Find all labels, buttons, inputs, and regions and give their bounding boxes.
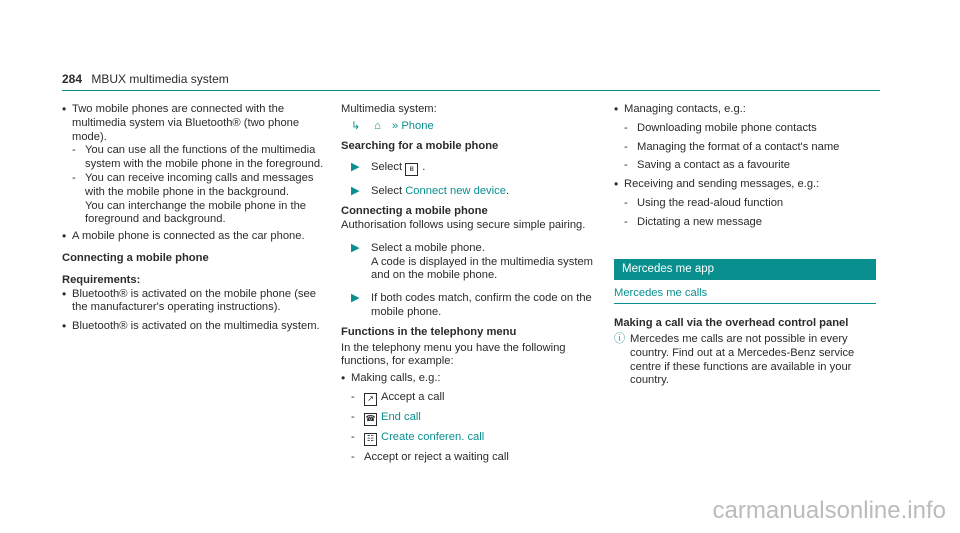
info-icon: ⓘ bbox=[614, 332, 626, 345]
dash-text: You can use all the functions of the multimedia system with the mobile phone in the foreground. bbox=[85, 144, 324, 171]
list-item bbox=[341, 372, 596, 386]
dash-text: Using the read-aloud function bbox=[637, 196, 784, 209]
step-result: A code is displayed in the multimedia system and on the mobile phone. bbox=[371, 255, 593, 282]
list-item bbox=[614, 103, 876, 117]
list-item bbox=[624, 122, 876, 136]
dash-text: Accept a call bbox=[381, 390, 445, 403]
accept-call-icon: ↗ bbox=[364, 393, 377, 406]
list-item bbox=[62, 103, 324, 144]
section-heading: Searching for a mobile phone bbox=[341, 139, 499, 152]
list-item bbox=[624, 159, 876, 173]
bluetooth-icon: ʙ bbox=[405, 163, 418, 176]
column-2 bbox=[341, 103, 596, 465]
requirements-heading: Requirements: bbox=[62, 273, 141, 286]
column-3 bbox=[614, 103, 876, 388]
bullet-icon: • bbox=[62, 102, 67, 116]
subsection-title: Mercedes me calls bbox=[614, 287, 876, 304]
dash-icon: - bbox=[72, 144, 76, 157]
intro-text: Multimedia system: bbox=[341, 103, 437, 115]
dash-icon: - bbox=[624, 121, 628, 134]
column-1 bbox=[62, 103, 324, 334]
bullet-icon: • bbox=[614, 102, 619, 116]
home-icon: ⌂ bbox=[374, 119, 381, 132]
dash-text-continued: You can interchange the mobile phone in the foreground and background. bbox=[85, 199, 307, 226]
step-item bbox=[341, 161, 596, 176]
arrow-right-icon: ↳ bbox=[351, 119, 361, 132]
dash-icon: - bbox=[624, 215, 628, 228]
dash-icon: - bbox=[351, 410, 355, 423]
bullet-text: Bluetooth® is activated on the multimedia system. bbox=[72, 320, 320, 333]
list-item bbox=[351, 431, 596, 446]
dash-text: You can receive incoming calls and messages with the mobile phone in the background. bbox=[85, 171, 314, 198]
list-item bbox=[351, 451, 596, 465]
step-arrow-icon: ▶ bbox=[351, 161, 360, 174]
header-divider bbox=[62, 90, 880, 91]
list-item bbox=[72, 172, 324, 200]
chevron-right-icon: » bbox=[391, 119, 399, 132]
dash-text: Managing the format of a contact's name bbox=[637, 140, 840, 153]
section-banner: Mercedes me app bbox=[614, 259, 876, 281]
bullet-text: A mobile phone is connected as the car phone. bbox=[72, 230, 305, 243]
dash-icon: - bbox=[624, 140, 628, 153]
bullet-icon: • bbox=[62, 286, 67, 301]
list-item bbox=[624, 197, 876, 211]
list-item bbox=[62, 230, 324, 244]
bullet-text: Making calls, e.g.: bbox=[351, 372, 441, 385]
dash-icon: - bbox=[351, 390, 355, 403]
bullet-icon: • bbox=[62, 319, 67, 334]
list-item bbox=[351, 391, 596, 406]
end-call-label: End call bbox=[381, 410, 421, 423]
page-header bbox=[62, 72, 229, 86]
navigation-path bbox=[341, 120, 596, 134]
connect-new-device-link: Connect new device bbox=[405, 185, 506, 198]
page-number: 284 bbox=[62, 72, 83, 86]
list-item bbox=[62, 288, 324, 316]
dash-text: Downloading mobile phone contacts bbox=[637, 121, 817, 134]
section-heading: Functions in the telephony menu bbox=[341, 325, 517, 338]
bullet-text: Receiving and sending messages, e.g.: bbox=[624, 178, 820, 191]
dash-icon: - bbox=[624, 196, 628, 209]
step-item bbox=[341, 185, 596, 199]
step-arrow-icon: ▶ bbox=[351, 185, 360, 198]
note-text: Mercedes me calls are not possible in every country. Find out at a Mercedes-Benz service centre if these functions are available in your country. bbox=[630, 332, 855, 387]
list-item bbox=[614, 178, 876, 192]
dash-icon: - bbox=[72, 171, 76, 184]
bullet-text: Two mobile phones are connected with the multimedia system via Bluetooth® (two phone mode). bbox=[72, 103, 300, 143]
conference-call-label: Create conferen. call bbox=[381, 430, 485, 443]
step-text: Select a mobile phone. bbox=[371, 241, 485, 254]
dash-icon: - bbox=[624, 159, 628, 172]
step-text: If both codes match, confirm the code on the mobile phone. bbox=[371, 292, 592, 318]
end-call-icon: ☎ bbox=[364, 413, 377, 426]
nav-phone-label: Phone bbox=[401, 119, 434, 132]
list-item bbox=[62, 320, 324, 334]
list-item bbox=[351, 411, 596, 426]
step-text: Select Connect new device. bbox=[371, 185, 510, 198]
bullet-icon: • bbox=[341, 371, 346, 386]
dash-text: Dictating a new message bbox=[637, 215, 762, 228]
step-text: Select ʙ . bbox=[371, 161, 425, 176]
step-item bbox=[341, 292, 596, 320]
step-item bbox=[341, 242, 596, 283]
dash-text: Saving a contact as a favourite bbox=[637, 159, 790, 172]
step-arrow-icon: ▶ bbox=[351, 241, 360, 254]
page-title: MBUX multimedia system bbox=[91, 72, 229, 86]
paragraph: In the telephony menu you have the following functions, for example: bbox=[341, 341, 566, 368]
bullet-text: Managing contacts, e.g.: bbox=[624, 103, 746, 115]
list-item bbox=[624, 141, 876, 155]
step-arrow-icon: ▶ bbox=[351, 292, 360, 305]
watermark: carmanualsonline.info bbox=[712, 497, 946, 524]
list-item bbox=[624, 216, 876, 230]
bullet-icon: • bbox=[614, 177, 619, 192]
paragraph: Authorisation follows using secure simple pairing. bbox=[341, 218, 586, 231]
bullet-text: Bluetooth® is activated on the mobile phone (see the manufacturer's operating instructions). bbox=[72, 287, 316, 314]
note-block bbox=[614, 333, 876, 388]
conference-call-icon: ☷ bbox=[364, 433, 377, 446]
dash-icon: - bbox=[351, 450, 355, 463]
list-item bbox=[72, 144, 324, 172]
section-heading: Connecting a mobile phone bbox=[341, 205, 488, 218]
dash-icon: - bbox=[351, 430, 355, 443]
section-heading: Connecting a mobile phone bbox=[62, 251, 209, 264]
dash-text: Accept or reject a waiting call bbox=[364, 450, 509, 463]
bullet-icon: • bbox=[62, 229, 67, 244]
section-heading: Making a call via the overhead control panel bbox=[614, 317, 849, 330]
